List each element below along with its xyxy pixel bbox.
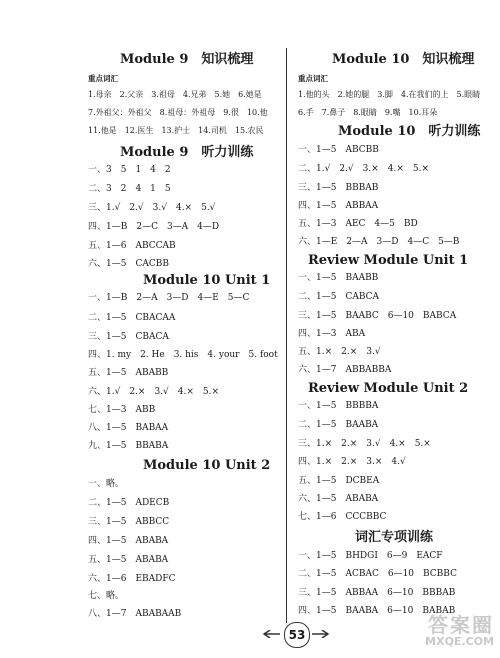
answer-line: 一、1—B 2—A 3—D 4—E 5—C [88, 293, 250, 303]
answer-line: 八、1—5 BABAA [88, 423, 169, 433]
answer-line: 五、1.× 2.× 3.√ [298, 347, 381, 357]
left-ornament-icon [262, 630, 280, 638]
answer-line: 一、1—5 BHDGI 6—9 EACF [298, 551, 443, 561]
module10-knowledge-title: Module 10 知识梳理 [332, 52, 475, 67]
answer-line: 五、1—6 ABCCAB [88, 241, 176, 251]
watermark-logo-text: 答案圈 [428, 613, 494, 637]
site-watermark [398, 614, 494, 654]
answer-line: 二、1—5 CBACAA [88, 313, 176, 323]
answer-line: 一、1—5 ABCBB [298, 145, 379, 155]
answer-line: 三、1.× 2.× 3.√ 4.× 5.× [298, 439, 431, 449]
answer-line: 二、1—5 BAABA [298, 420, 379, 430]
answer-line: 六、1—5 CACBB [88, 259, 169, 269]
review-unit1-title: Review Module Unit 1 [308, 253, 469, 268]
module10-unit1-title: Module 10 Unit 1 [143, 273, 271, 288]
answer-line: 二、3 2 4 1 5 [88, 184, 171, 194]
answer-line: 四、1—B 2—C 3—A 4—D [88, 222, 220, 232]
answer-line: 二、1—5 CABCA [298, 292, 380, 302]
answer-line: 二、1—5 ADECB [88, 498, 170, 508]
answer-line: 五、1—5 DCBEA [298, 476, 380, 486]
answer-line: 一、略。 [88, 479, 125, 489]
module9-vocab-line: 1.母亲 2.父亲 3.祖母 4.兄弟 5.她 6.她是 [88, 90, 262, 99]
answer-line: 七、1—6 CCCBBC [298, 512, 387, 522]
answer-line: 六、1—7 ABBABBA [298, 365, 392, 375]
answer-line: 五、1—5 ABABA [88, 555, 169, 565]
answer-line: 四、1—5 BAABA 6—10 BABAB [298, 606, 456, 616]
answer-line: 八、1—7 ABABAAB [88, 609, 182, 619]
vocab-training-title: 词汇专项训练 [355, 530, 434, 545]
answer-line: 六、1—5 ABABA [298, 494, 379, 504]
page-number: 53 [284, 622, 310, 648]
module9-listening-title: Module 9 听力训练 [120, 145, 254, 160]
answer-line: 六、1—6 EBADFC [88, 574, 176, 584]
answer-line: 一、3 5 1 4 2 [88, 165, 171, 175]
answer-line: 四、1—5 ABABA [88, 536, 169, 546]
answer-line: 二、1—5 ACBAC 6—10 BCBBC [298, 569, 457, 579]
answer-line: 三、1—5 CBACA [88, 332, 169, 342]
answer-line: 七、略。 [88, 591, 125, 601]
answer-line: 九、1—5 BBABA [88, 441, 169, 451]
module9-vocab-heading: 重点词汇 [88, 74, 118, 83]
module9-knowledge-title: Module 9 知识梳理 [120, 52, 254, 67]
module9-vocab-line: 7.外祖父：外祖父 8.祖母：外祖母 9.很 10.他 [88, 108, 268, 117]
answer-line: 四、1. my 2. He 3. his 4. your 5. foot [88, 350, 278, 360]
answer-line: 三、1.√ 2.√ 3.√ 4.× 5.√ [88, 203, 216, 213]
answer-line: 五、1—3 AEC 4—5 BD [298, 219, 418, 229]
answer-line: 二、1.√ 2.√ 3.× 4.× 5.× [298, 164, 430, 174]
answer-line: 五、1—5 ABABB [88, 368, 169, 378]
review-unit2-title: Review Module Unit 2 [308, 381, 469, 396]
answer-line: 三、1—5 ABBCC [88, 517, 170, 527]
module10-listening-title: Module 10 听力训练 [338, 124, 481, 139]
answer-line: 四、1—3 ABA [298, 329, 366, 339]
answer-line: 四、1—5 ABBAA [298, 201, 379, 211]
answer-line: 一、1—5 BAABB [298, 273, 379, 283]
watermark-url: MXQE.COM [425, 635, 494, 648]
answer-line: 三、1—5 BAABC 6—10 BABCA [298, 311, 457, 321]
module10-vocab-line: 6.手 7.鼻子 8.眼睛 9.嘴 10.耳朵 [298, 108, 438, 117]
answer-line: 七、1—3 ABB [88, 405, 156, 415]
answer-line: 六、1.√ 2.× 3.√ 4.× 5.× [88, 387, 220, 397]
module10-vocab-heading: 重点词汇 [298, 74, 328, 83]
module9-vocab-line: 11.他是 12.医生 13.护士 14.司机 15.农民 [88, 126, 264, 135]
right-ornament-icon [312, 630, 330, 638]
module10-unit2-title: Module 10 Unit 2 [143, 458, 271, 473]
answer-line: 三、1—5 BBBAB [298, 183, 379, 193]
answer-line: 三、1—5 ABBAA 6—10 BBBAB [298, 588, 456, 598]
answer-line: 一、1—5 BBBBA [298, 401, 379, 411]
answer-line: 四、1.× 2.× 3.× 4.√ [298, 457, 406, 467]
module10-vocab-line: 1.他的头 2.她的腿 3.脚 4.在我们的上 5.眼睛 [298, 90, 481, 99]
answer-line: 六、1—E 2—A 3—D 4—C 5—B [298, 237, 460, 247]
column-divider [286, 48, 287, 623]
